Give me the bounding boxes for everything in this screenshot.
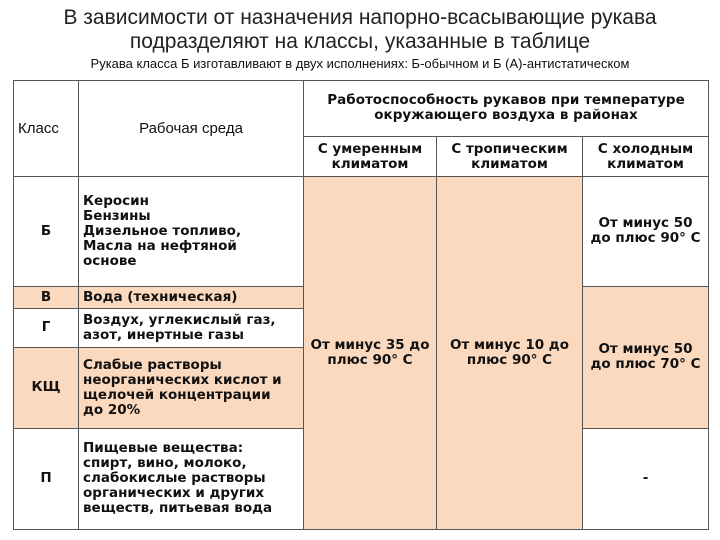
tropical-range-cell: От минус 10 до плюс 90° С (437, 177, 583, 530)
medium-line: Масла на нефтяной (83, 237, 237, 254)
medium-line: Бензины (83, 207, 151, 224)
subtitle: Рукава класса Б изготавливают в двух исполнениях: Б-обычном и Б (А)-антистатическом (90, 56, 630, 71)
medium-line: Воздух, углекислый газ, (83, 311, 276, 328)
medium-line: Керосин (83, 192, 149, 209)
header-performance: Работоспособность рукавов при температуре окружающего воздуха в районах (304, 81, 709, 137)
class-cell: П (14, 428, 79, 529)
medium-cell (79, 428, 304, 529)
table-row (14, 177, 709, 286)
class-cell: Г (14, 309, 79, 348)
medium-cell (79, 309, 304, 348)
medium-line: слабокислые растворы (83, 470, 266, 487)
header-tropical: С тропическим климатом (437, 136, 583, 177)
hose-class-table (13, 80, 709, 530)
header-cold: С холодным климатом (583, 136, 709, 177)
temperate-range-cell: От минус 35 до плюс 90° С (304, 177, 437, 530)
title-line-1: В зависимости от назначения напорно-всасывающие рукава (63, 6, 657, 29)
medium-line: щелочей концентрации (83, 386, 271, 403)
cold-range-cell: От минус 50 до плюс 90° С (583, 177, 709, 286)
medium-line: органических и других (83, 485, 265, 502)
medium-line: Вода (техническая) (83, 288, 238, 305)
title-line-2: подразделяют на классы, указанные в таблице (129, 30, 591, 53)
cold-range-cell: От минус 50 до плюс 70° С (583, 286, 709, 428)
medium-cell (79, 347, 304, 428)
class-cell: В (14, 286, 79, 308)
medium-line: до 20% (83, 401, 141, 418)
medium-line: веществ, питьевая вода (83, 500, 273, 517)
page-title (0, 6, 720, 54)
medium-cell (79, 286, 304, 308)
cold-range-cell: - (583, 428, 709, 529)
header-temperate: С умеренным климатом (304, 136, 437, 177)
medium-line: Слабые растворы (83, 356, 222, 373)
medium-line: основе (83, 252, 137, 269)
medium-line: Пищевые вещества: (83, 440, 244, 457)
header-medium: Рабочая среда (79, 81, 304, 177)
medium-line: азот, инертные газы (83, 326, 244, 343)
header-class: Класс (14, 81, 79, 177)
medium-cell (79, 177, 304, 286)
class-cell: КЩ (14, 347, 79, 428)
medium-line: спирт, вино, молоко, (83, 455, 247, 472)
class-cell: Б (14, 177, 79, 286)
header-row-1 (14, 81, 709, 137)
medium-line: неорганических кислот и (83, 371, 282, 388)
medium-line: Дизельное топливо, (83, 222, 242, 239)
